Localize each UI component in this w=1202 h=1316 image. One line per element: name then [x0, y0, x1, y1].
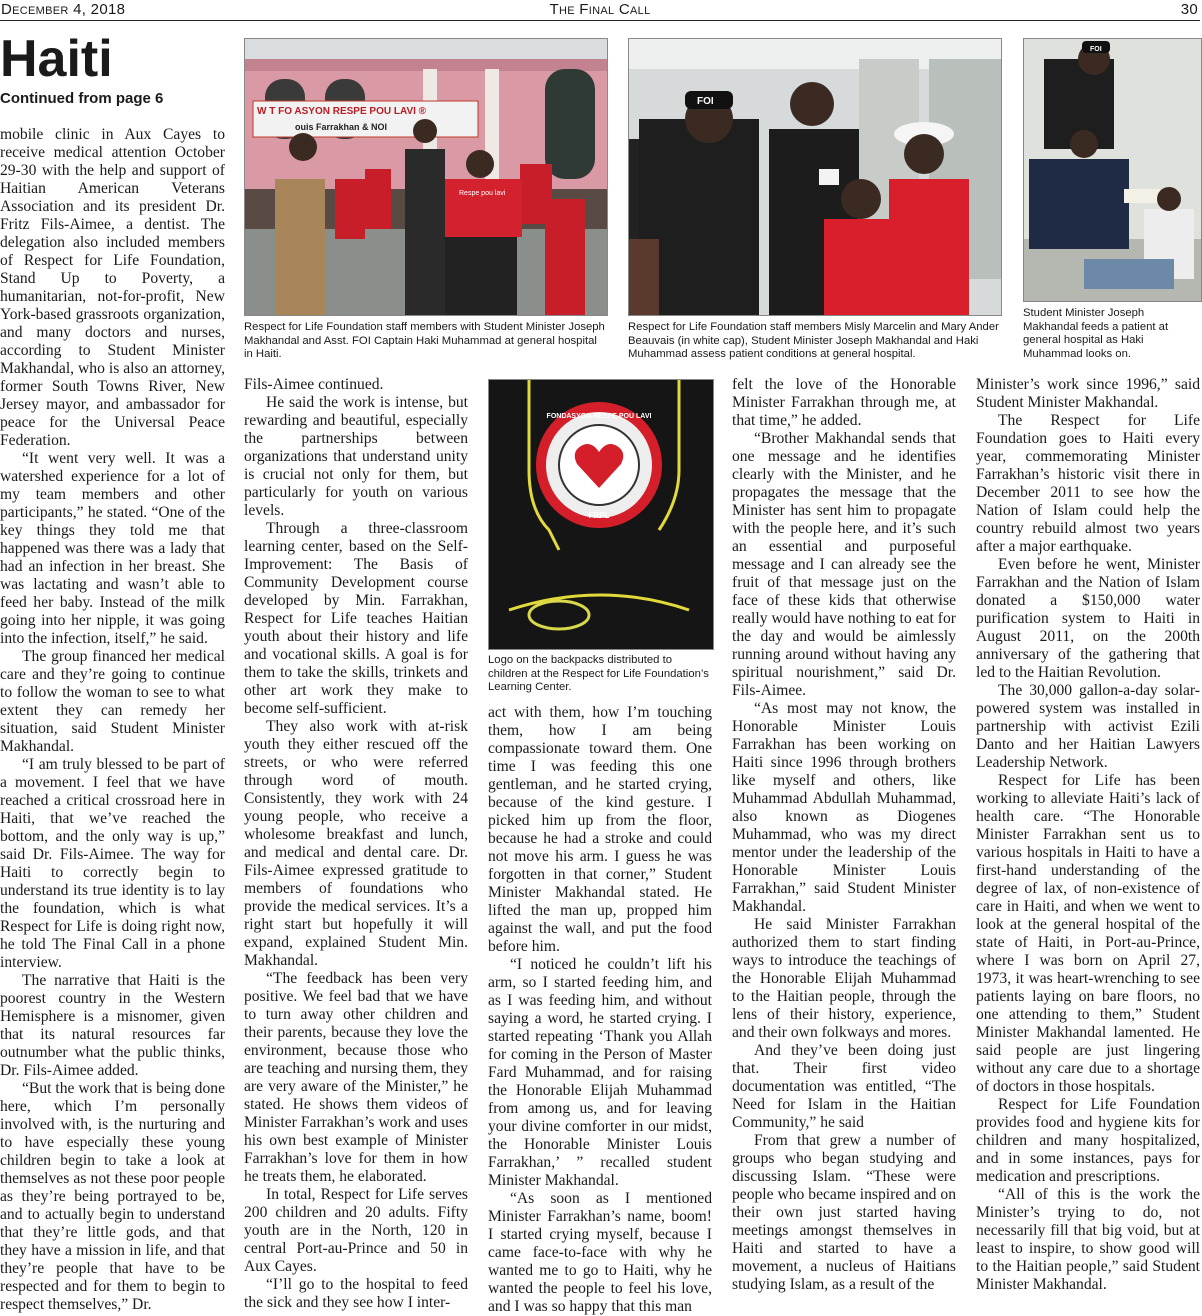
photo-foundation-staff: [244, 38, 608, 316]
issue-date: December 4, 2018: [1, 1, 126, 18]
paragraph: “As most may not know, the Honorable Minister Louis Farrakhan has been working on Haiti since 1996 through brothers like myself and others, like Muhammad Abdullah Muhammad, also known as Diogenes Muhammad, who was my direct mentor under the leadership of the Honorable Minister Louis Farrakhan,” said Student Minister Makhandal.: [732, 700, 956, 915]
paragraph: “As soon as I mentioned Minister Farrakhan’s name, boom! I started crying myself, because I came face-to-face with why he wanted me to go to Haiti, why he wanted the people to feel his love, and I was so happy that this man: [488, 1190, 712, 1315]
photo-caption-3: Student Minister Joseph Makhandal feeds a patient at general hospital as Haki Muhammad looks on.: [1023, 307, 1169, 360]
paragraph: “I am truly blessed to be part of a movement. I feel that we have reached a critical crossroad here in Haiti, that we’ve reached the bottom, and the only way is up,” said Dr. Fils-Aimee. The way for Haiti to correctly begin to understand its true identity is to lay the foundation, which is what Respect for Life is doing right now, he told The Final Call in a phone interview.: [0, 756, 225, 971]
article-headline: Haiti: [0, 30, 113, 88]
paragraph: “But the work that is being done here, which I’m personally involved with, is the nurturing and to have especially these young children begin to take a look at themselves as not these poor people as they’re being portrayed to be, and to actually begin to understand that they’re little gods, and that they have a mission in life, and that they’re people that have to be respected and for them to begin to respect themselves,” Dr.: [0, 1080, 225, 1313]
photo-backpack-logo: [488, 379, 714, 650]
article-column-1: [0, 126, 225, 1313]
paragraph: act with them, how I’m touching them, how I am being compassionate toward them. One time I was feeding this one gentleman, and he started crying, because of the kind gesture. I picked him up from the floor, because he had a stroke and could not move his arm. I guess he was forgotten in that corner,” Student Minister Makhandal stated. He lifted the man up, propped him against the wall, and put the food before him.: [488, 704, 712, 955]
photo-hospital-assessment: [628, 38, 1002, 316]
paragraph: The group financed her medical care and they’re going to continue to follow the woman to see to what extent they can remedy her situation, said Student Minister Makhandal.: [0, 648, 225, 755]
continued-from-label: Continued from page 6: [0, 90, 164, 107]
photo-feeding-patient-image: [1024, 39, 1201, 301]
paragraph: “I noticed he couldn’t lift his arm, so I started feeding him, and as I was feeding him, and without saying a word, he started crying. I started repeating ‘Thank you Allah for coming in the Person of Master Fard Muhammad, and for raising the Honorable Elijah Muhammad from among us, and for leaving your divine comforter in our midst, the Honorable Minister Louis Farrakhan,’ ” recalled student Minister Makhandal.: [488, 956, 712, 1189]
photo-backpack-logo-image: [489, 380, 713, 649]
paragraph: From that grew a number of groups who began studying and discussing Islam. “These were people who became inspired and on their own just started having meetings amongst themselves in Haiti and started to have a movement, a nucleus of Haitians studying Islam, as a result of the: [732, 1132, 956, 1293]
paragraph: Respect for Life has been working to alleviate Haiti’s lack of health care. “The Honorable Minister Farrakhan sent us to various hospitals in Haiti to have a first-hand understanding of the degree of lax, of non-existence of care in Haiti, and when we went to look at the general hospital of the state of Haiti, in Port-au-Prince, where I was born on April 27, 1973, it was heart-wrenching to see patients laying on bare floors, no one attending to them,” Student Minister Makhandal lamented. He said people are just lingering without any care due to a shortage of doctors in those hospitals.: [976, 772, 1200, 1095]
photo-caption-4: Logo on the backpacks distributed to children at the Respect for Life Foundation’s Learning Center.: [488, 654, 709, 694]
logo-bottom-text: FRPL: [588, 511, 610, 520]
paragraph: Minister’s work since 1996,” said Student Minister Makhandal.: [976, 376, 1200, 411]
photo-feeding-patient: [1023, 38, 1202, 302]
paragraph: Fils-Aimee continued.: [244, 376, 384, 393]
banner-text-bottom: ouis Farrakhan & NOI: [295, 122, 388, 132]
paragraph: Through a three-classroom learning center, based on the Self-Improvement: The Basis of Community Development course developed by Min. Farrakhan, Respect for Life teaches Haitian youth about their history and life and vocational skills. A goal is for them to take the skills, trinkets and other art work they make to become self-sufficient.: [244, 520, 468, 717]
paragraph: He said Minister Farrakhan authorized them to start finding ways to introduce the teachings of the Honorable Elijah Muhammad to the Haitian people, through the lens of their history, experience, and their own folkways and mores.: [732, 916, 956, 1041]
article-column-4: [732, 376, 956, 1296]
paragraph: The narrative that Haiti is the poorest country in the Western Hemisphere is a misnomer, given that its natural resources far outnumber what the public thinks, Dr. Fils-Aimee added.: [0, 972, 225, 1079]
article-column-5: [976, 376, 1200, 1296]
article-column-2: [244, 376, 468, 1311]
paragraph: The 30,000 gallon-a-day solar-powered system was installed in partnership with activist Ezili Danto and her Haitian Lawyers Leadership Network.: [976, 682, 1200, 771]
paragraph: Respect for Life Foundation provides food and hygiene kits for children and many hospitalized, and in some instances, pays for medication and prescriptions.: [976, 1096, 1200, 1185]
publication-name: The Final Call: [549, 1, 651, 18]
article-column-3: [488, 704, 712, 1315]
paragraph: felt the love of the Honorable Minister Farrakhan through me, at that time,” he added.: [732, 376, 956, 429]
paragraph: And they’ve been doing just that. Their first video documentation was entitled, “The Need for Islam in the Haitian Community,” he said: [732, 1042, 956, 1131]
paragraph: He said the work is intense, but rewarding and beautiful, especially the partnerships between organizations that understand unity is crucial not only for them, but particularly for youth on various levels.: [244, 394, 468, 519]
cap-text: FOI: [697, 96, 714, 107]
photo-caption-1: Respect for Life Foundation staff members with Student Minister Joseph Makhandal and Asst. FOI Captain Haki Muhammad at general hospital in Haiti.: [244, 321, 605, 361]
paragraph: “It went very well. It was a watershed experience for a lot of my team members and other participants,” he stated. “One of the key things they told me that happened was there was a lady that had an infection in her breast. She was lactating and wasn’t able to feed her baby. Instead of the milk going into her nipple, it was going into the infection, itself,” he said.: [0, 450, 225, 647]
photo-caption-2: Respect for Life Foundation staff members Misly Marcelin and Mary Ander Beauvais (in white cap), Student Minister Joseph Makhandal and Haki Muhammad assess patient conditions at general hospital.: [628, 321, 999, 361]
paragraph: “Brother Makhandal sends that one message and he identifies clearly with the Minister, and he propagates the message that the Minister has sent him to propagate with the people here, and it’s such an essential and purposeful message and I can already see the fruit of that message just on the face of these kids that otherwise really would have nothing to eat for the day and would be aimlessly running around without having any spiritual nourishment,” said Dr. Fils-Aimee.: [732, 430, 956, 699]
paragraph: mobile clinic in Aux Cayes to receive medical attention October 29-30 with the help and support of Haitian American Veterans Association and its president Dr. Fritz Fils-Aimee, a dentist. The delegation also included members of Respect for Life Foundation, Stand Up to Poverty, a humanitarian, not-for-profit, New York-based grassroots organization, and many doctors and nurses, according to Student Minister Makhandal, who is also an attorney, former South Towns River, New Jersey mayor, and ambassador for peace for the Universal Peace Federation.: [0, 126, 225, 449]
page-number: 30: [1180, 1, 1198, 18]
paragraph: “The feedback has been very positive. We feel bad that we have to turn away other children and their parents, because they love the environment, because those who are teaching and nursing them, they are very aware of the Minister,” he stated. He shows them videos of Minister Farrakhan’s work and uses his own best example of Minister Farrakhan’s love for them in how he treats them, he elaborated.: [244, 970, 468, 1185]
paragraph: Even before he went, Minister Farrakhan and the Nation of Islam donated a $150,000 water purification system to Haiti in August 2011, on the 200th anniversary of the gathering that led to the Haitian Revolution.: [976, 556, 1200, 681]
banner-text-top: W T FO ASYON RESPE POU LAVI ®: [257, 106, 427, 117]
paragraph: “I’ll go to the hospital to feed the sick and they see how I inter-: [244, 1276, 468, 1311]
paragraph: “All of this is the work the Minister’s trying to do, not necessarily fill that big void, but at least to inspire, to show good will to the Haitian people,” said Student Minister Makhandal.: [976, 1186, 1200, 1293]
paragraph: The Respect for Life Foundation goes to Haiti every year, commemorating Minister Farrakhan’s historic visit there in December 2011 to see how the Nation of Islam could help the country rebuild almost two years after a major earthquake.: [976, 412, 1200, 555]
cap-text-2: FOI: [1090, 46, 1102, 53]
logo-ring-text: FONDASYON RESPE POU LAVI: [546, 413, 652, 420]
paragraph: They also work with at-risk youth they either rescued off the streets, or who were referred through word of mouth. Consistently, they work with 24 young people, who receive a wholesome breakfast and lunch, and medical and dental care. Dr. Fils-Aimee expressed gratitude to members of foundations who provide the medical services. It’s a right start but hopefully it will expand, explained Student Min. Makhandal.: [244, 718, 468, 969]
photo-hospital-assessment-image: [629, 39, 1001, 315]
photo-foundation-staff-image: [245, 39, 607, 315]
shirt-text: Respe pou lavi: [459, 190, 506, 197]
page-header: [0, 0, 1200, 21]
paragraph: In total, Respect for Life serves 200 children and 20 adults. Fifty youth are in the North, 120 in central Port-au-Prince and 50 in Aux Cayes.: [244, 1186, 468, 1275]
